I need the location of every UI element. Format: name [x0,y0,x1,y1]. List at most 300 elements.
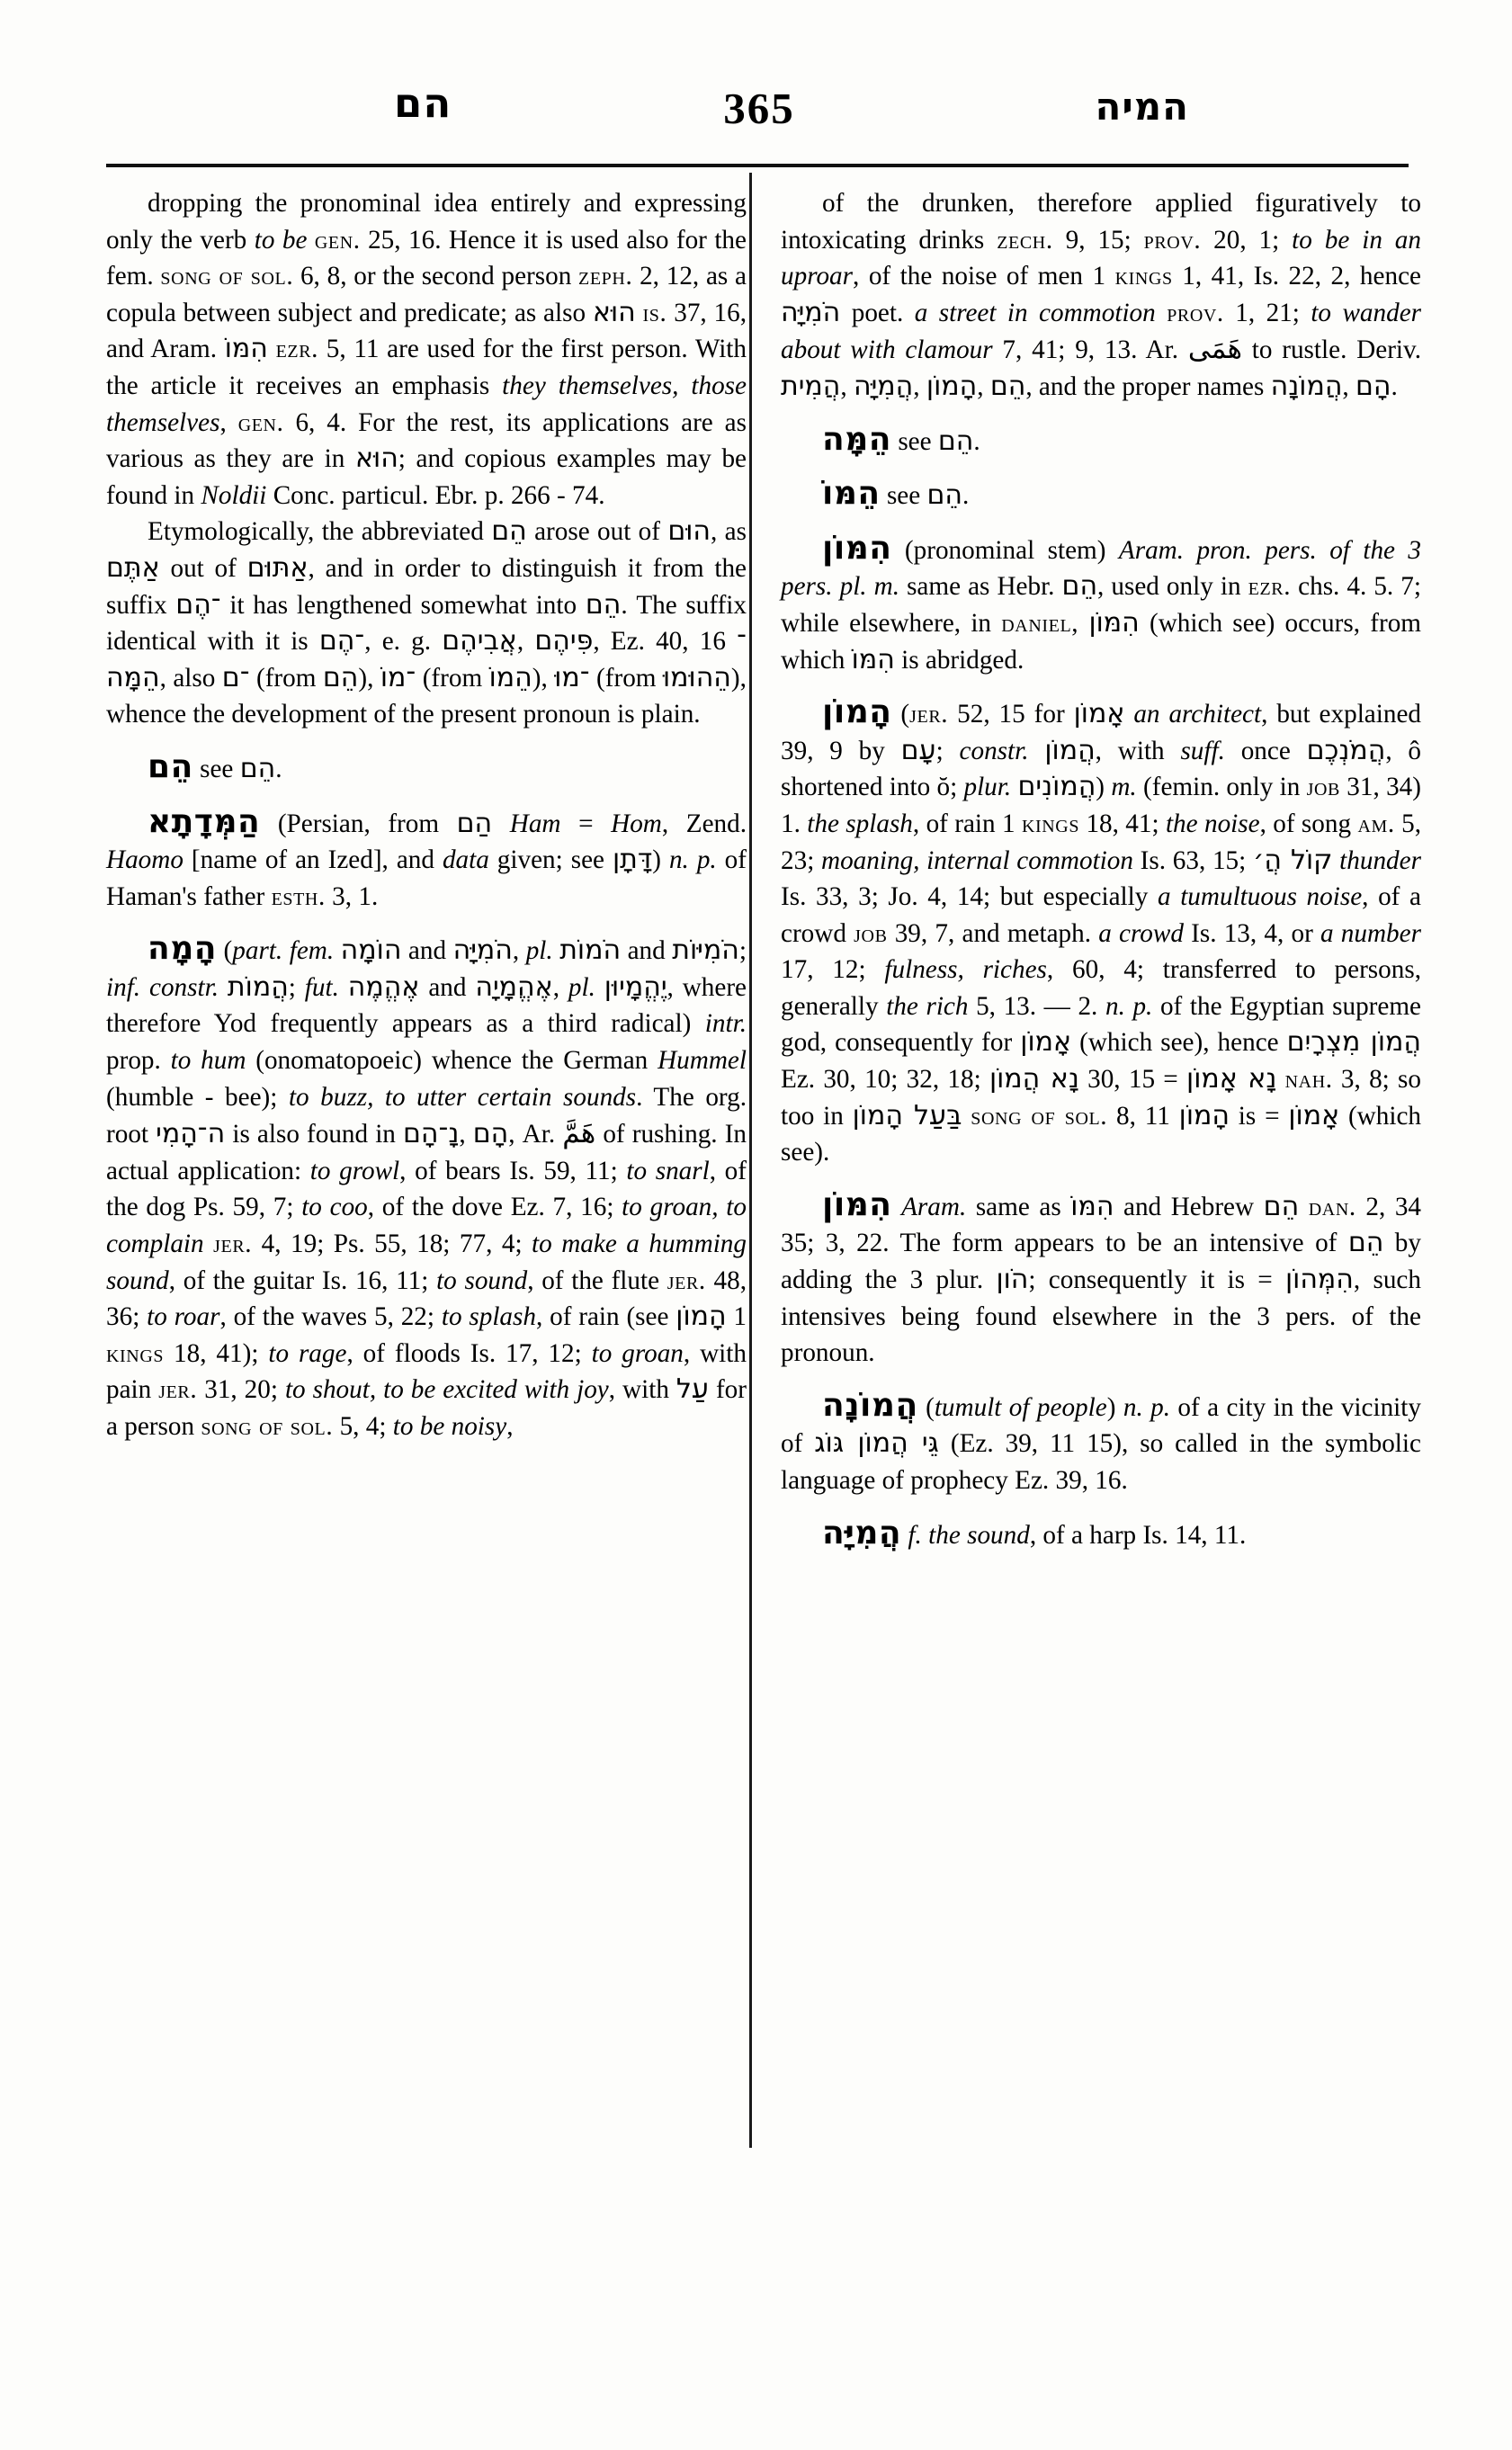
gloss-italic: to splash [441,1302,536,1332]
gloss-italic: to roar [147,1302,220,1332]
text-run: see [891,426,938,456]
hebrew-word: הֲמוֹת [227,970,289,1003]
text-run [1078,609,1088,638]
dictionary-entry [781,422,1421,460]
text-run: 5, 23; [781,809,1422,875]
hebrew-word: אָמוֹן [1020,1026,1072,1059]
text-run: 30, 15 = [1078,1065,1187,1095]
entry-headword-hebrew: הַמְּדָתָא [148,802,261,840]
left-column [106,185,747,1445]
text-run: , [840,371,854,401]
hebrew-word: הָמוֹן [1178,1099,1230,1131]
hebrew-word: הֲמוֹנָה [1270,370,1343,402]
hebrew-word: הָם [1355,370,1391,402]
hebrew-word: הֵם [1061,570,1098,603]
text-run: 52, 15 for [948,700,1074,729]
text-run: , and in order to distinguish it from the suffix [106,553,747,620]
text-run: Conc. particul. Ebr. p. 266 - 74. [266,480,605,510]
scripture-abbrev: ezr. [1248,572,1292,602]
text-run: dropping the pronominal idea entirely and expressing only the verb [106,189,747,255]
text-run: given; see [488,845,613,875]
text-run: , Ar. [508,1120,563,1149]
text-run: Etymologically, the abbreviated [148,517,492,547]
text-run: for a person [106,1375,747,1441]
scripture-abbrev: job [1306,773,1340,802]
text-run: 1 [726,1302,747,1332]
gloss-italic: tumult of people [934,1392,1107,1422]
body-paragraph [106,185,747,514]
hebrew-word: הֲמִיָּה [854,370,914,402]
scripture-abbrev: kings [106,1338,165,1368]
hebrew-word: הֲמִית [781,370,841,402]
text-run [334,936,341,965]
hebrew-word: אֶהֱמָיָה [475,970,553,1003]
text-run: , also [159,663,222,693]
text-run: , of the noise of men 1 [853,262,1115,291]
text-run: 59, 11; [534,1156,627,1185]
text-run: arose out of [526,517,668,547]
hebrew-word: אָמוֹן [1073,698,1125,730]
text-run: 6, 8, or the second person [293,262,579,291]
hebrew-word: נָא הֲמוֹן [989,1063,1079,1095]
entry-headword-hebrew: הֲמוֹנָה [822,1386,918,1424]
text-run: of Haman's father [106,845,747,911]
left-column-body [106,185,747,1445]
text-run: and [621,936,673,966]
hebrew-word: הָמוֹן [926,370,978,402]
text-run: , but explained 39, 9 by [781,700,1422,765]
text-run: of the Egyptian supreme god, consequently for [781,991,1422,1058]
text-run: , with [608,1375,676,1405]
scripture-abbrev: am. [1357,809,1395,838]
text-run: 39, 7, and metaph. [887,918,1099,948]
gloss-italic: the rich [886,991,969,1021]
text-run: 3, 8; so too in [781,1065,1421,1131]
text-run [1124,700,1133,729]
gloss-italic: intr. [704,1009,747,1039]
hebrew-word: ה־הָמִי [156,1118,226,1150]
gloss-italic: to growl [309,1156,400,1185]
gloss-italic: fulness, riches [884,955,1047,985]
gloss-italic: Ham [509,809,561,838]
text-run: , of the flute [527,1265,667,1295]
text-run [636,299,643,327]
text-run: 9, 15; [1052,225,1144,255]
gloss-italic: n. p. [1105,991,1153,1021]
hebrew-word: הוּא [354,443,398,475]
gloss-italic: constr. [959,736,1029,765]
text-run: 37, 16, and Aram. [106,298,747,364]
text-run: ; and copious examples may be found in [106,444,747,510]
text-run: ) [652,845,669,875]
hebrew-word: הֵם [239,752,276,784]
text-run: Is. [509,1156,535,1185]
gloss-italic: to be in an uproar [781,225,1421,291]
scripture-abbrev: daniel, [1001,608,1079,638]
text-run: , such intensives being found elsewhere in the 3 pers. of the pronoun. [781,1265,1421,1368]
text-run: prop. [106,1046,171,1076]
text-run: , Zend. [661,809,747,838]
text-run: , of rain 1 [912,809,1022,838]
hebrew-word: עָם [900,734,936,766]
gloss-italic: to wander about with clamour [781,298,1422,365]
text-run: Ez. 30, 10; 32, 18; [781,1065,989,1095]
text-run: 5, 11 are used for the first person. With the article it receives an emphasis [106,335,747,400]
text-run: 1, 41, Is. 22, 2, hence [1172,262,1421,291]
dictionary-entry [106,931,747,1444]
hebrew-word: הֵם [585,588,622,621]
gloss-italic: moaning, internal commotion [821,845,1133,875]
scripture-abbrev: is. [642,298,667,327]
scripture-abbrev: prov. [1143,225,1202,255]
text-run: . [1391,371,1398,401]
text-run: and [419,972,476,1002]
gloss-italic: a street in commotion [914,298,1156,327]
hebrew-word: הֹמוֹת [559,934,622,967]
gloss-italic: to shout, to be excited with joy [284,1375,609,1405]
text-run [339,973,348,1002]
gloss-italic: Aram. [901,1192,967,1221]
text-run: , [459,1120,473,1149]
text-run: , [552,972,568,1002]
hebrew-word: הִמּוֹ [851,643,895,675]
hebrew-word: הֵם [1347,1227,1384,1259]
text-run: 1, 21; [1223,298,1311,327]
header-hebrew-left: הם [394,79,452,127]
scripture-abbrev: dan. [1308,1192,1356,1221]
gloss-italic: to sound [436,1265,528,1295]
text-run: it has lengthened somewhat into [220,590,586,620]
text-run: , where therefore Yod frequently appears as a third radical) [106,972,747,1039]
text-run: . [973,426,980,456]
text-run: , e. g. [364,627,443,657]
gloss-italic: to coo [301,1193,368,1222]
dictionary-entry [781,1388,1421,1499]
text-run: , and the proper names [1025,371,1271,401]
text-run: ; [288,972,305,1002]
text-run: , as [711,517,747,547]
hebrew-word: אֶהֱמֶה [347,970,420,1003]
text-run: . [962,481,970,511]
text-run [307,226,314,255]
gloss-italic: they themselves, those themselves [106,371,747,437]
text-run: , [977,371,990,401]
text-run: , [219,407,238,437]
gloss-italic: Hummel [658,1046,747,1076]
text-run: see [192,754,240,783]
hebrew-word: הֵם [937,425,974,457]
gloss-italic: Haomo [106,845,183,875]
text-run: , [1342,371,1356,401]
text-run: is = [1229,1101,1289,1131]
hebrew-word: הֹון [996,1264,1029,1296]
text-run: 8, 11 [1107,1101,1179,1131]
text-run: , of a harp Is. 14, 11. [1029,1520,1247,1550]
hebrew-word: הֲמוֹן [1044,734,1096,766]
header-hebrew-right: המיה [1095,85,1189,129]
text-run: , of the waves 5, 22; [219,1302,442,1332]
text-run [219,973,228,1002]
hebrew-word: הִמּוֹן [1088,606,1140,639]
text-run: to rustle. Deriv. [1241,335,1422,365]
scripture-abbrev: ezr. [275,335,319,364]
hebrew-word: הֵם [322,661,359,693]
text-run: , Ez. 40, 16 [593,627,738,657]
hebrew-word: הִמּוֹ [1070,1190,1114,1222]
body-paragraph [781,185,1421,406]
text-run: , ô shortened into ŏ; [781,736,1422,802]
entry-headword-hebrew: הֲמִיָּה [822,1514,902,1551]
hebrew-word: הֵם [989,370,1026,402]
text-run: by adding the 3 plur. [781,1229,1421,1295]
gloss-italic: a crowd [1098,918,1184,948]
gloss-italic: to be [254,225,308,255]
text-run: , [913,371,926,401]
text-run [1029,737,1045,765]
scripture-abbrev: job [854,918,888,948]
scripture-abbrev: gen. [237,407,284,437]
hebrew-word: אַתֶּם [106,551,160,584]
hebrew-word: הוֹמָה [340,934,402,967]
gloss-italic: to make a humming sound [106,1229,747,1295]
text-run: [name of an Ized], and [183,845,443,875]
text-run: (from [249,663,323,693]
hebrew-word: הָמוֹן [675,1301,727,1333]
hebrew-word: נָ־הָם [403,1118,460,1150]
header-rule [106,164,1409,167]
text-run [492,809,510,838]
text-run: , [516,627,535,657]
text-run: (which see) occurs, from which [781,608,1421,675]
hebrew-word: נָא אָמוֹן [1186,1063,1277,1095]
hebrew-word: הִמְּהוֹן [1284,1264,1354,1296]
text-run [962,1102,971,1131]
text-run [1276,1065,1284,1094]
text-run: (Persian, from [260,809,457,838]
text-run: (from [416,663,489,693]
text-run: 31, 34) 1. [781,773,1421,838]
dictionary-entry [781,694,1421,1171]
text-run: 6, 4. For the rest, its applications are as various as they are in [106,407,747,474]
hebrew-word: הֹמִיָּה [452,934,513,967]
dictionary-entry [106,804,747,916]
text-run: (which see), hence [1071,1028,1287,1058]
scripture-abbrev: jer. [667,1265,706,1295]
gloss-italic: Noldii [201,480,267,510]
text-run: ( [917,1392,935,1422]
text-run: of the drunken, therefore applied figuratively to intoxicating drinks [781,189,1421,255]
text-run: is also found in [225,1120,403,1149]
text-run: ), [358,663,380,693]
scripture-abbrev: jer. [213,1229,253,1259]
column-divider [749,173,752,2148]
text-run [892,1193,902,1221]
text-run: ( [217,936,233,966]
text-run: Is. 63, 15; [1132,845,1253,875]
page-number: 365 [723,84,795,133]
text-run: 2, 12, as a copula between subject and predicate; as also [106,262,747,327]
text-run: ), whence the development of the present pronoun is plain. [106,663,747,729]
gloss-italic: thunder [1339,845,1421,875]
hebrew-word: הַם [456,807,493,839]
hebrew-word: אַתּוּם [246,551,309,584]
text-run: 31, 20; [197,1375,285,1405]
hebrew-word: דָּתָן [612,844,653,876]
text-run [1299,1193,1309,1221]
text-run: chs. 4. 5. 7; while elsewhere, in [781,572,1421,638]
hebrew-word: ־הֶם [318,625,365,657]
text-run: (onomatopoeic) whence the German [246,1046,658,1076]
entry-headword-hebrew: הָמָה [148,930,218,968]
text-run: , [506,1412,514,1441]
gloss-italic: to be noisy [392,1412,507,1441]
gloss-italic: plur. [963,773,1012,802]
gloss-italic: data [442,845,489,875]
text-run: = [560,809,612,838]
text-run: (from [589,663,663,693]
text-run: Is. 33, 3; Jo. 4, 14; but especially [781,882,1158,912]
text-run: , [512,936,526,966]
text-run: 17, 12; [781,955,885,985]
text-run: ( [891,700,910,729]
gloss-italic: inf. constr. [106,972,219,1002]
gloss-italic: to hum [170,1046,246,1076]
scripture-abbrev: kings [1114,262,1173,291]
hebrew-word: ־מוֹ [380,661,416,693]
text-run: , of the dove Ez. 7, 16; [367,1193,622,1222]
arabic-word: هَمَّ [562,1117,596,1150]
scripture-abbrev: jer. [158,1375,198,1405]
gloss-italic: the splash [807,809,913,838]
text-run [595,973,604,1002]
gloss-italic: to snarl [626,1156,710,1185]
gloss-italic: to groan, to complain [106,1193,747,1259]
text-run: ; [738,936,747,966]
text-run: , of floods Is. 17, 12; [346,1338,592,1368]
text-run: , used only in [1097,572,1248,602]
text-run: and [401,936,453,966]
dictionary-entry [781,476,1421,514]
hebrew-word: הֵם [1263,1190,1300,1222]
text-run: 7, 41; 9, 13. Ar. [992,335,1188,365]
hebrew-word: קוֹל הֲ׳ [1252,844,1333,876]
text-run: 2, 34 35; 3, 22. The form appears to be an intensive of [781,1192,1422,1258]
text-run: ) [1096,773,1112,802]
text-run: and Hebrew [1114,1192,1264,1221]
text-run: 20, 1; [1201,225,1293,255]
text-run: , of the guitar Is. 16, 11; [168,1265,437,1295]
text-run: , of rain (see [535,1302,676,1332]
hebrew-word: הֵמוֹ [488,661,532,693]
dictionary-entry [781,1187,1421,1372]
text-run: same as [966,1192,1071,1221]
hebrew-word: הִמּוֹ [224,333,268,365]
hebrew-word: ־ם [221,661,250,693]
scripture-abbrev: nah. [1284,1065,1333,1095]
text-run: 5, 4; [333,1412,393,1441]
gloss-italic: to rage [268,1338,347,1368]
entry-headword-hebrew: הִמּוֹן [822,529,892,567]
gloss-italic: n. p. [668,845,717,875]
hebrew-word: הָם [472,1118,509,1150]
text-run: 5, 13. — 2. [968,991,1105,1021]
text-run: see [880,481,927,511]
hebrew-word: עַל [675,1373,709,1406]
scripture-abbrev: zech. [997,225,1053,255]
hebrew-word: פִּיהֶם [534,625,594,657]
entry-headword-hebrew: הֵמּוֹ [822,475,881,513]
dictionary-entry [106,749,747,788]
text-run: same as Hebr. [899,572,1062,602]
gloss-italic: the noise [1165,809,1260,838]
hebrew-word: הֵהוּמוּ [662,661,731,693]
text-run: 18, 41; [1079,809,1166,838]
entry-headword-hebrew: הֵמָּה [822,420,892,458]
hebrew-word: הוּם [667,515,711,548]
gloss-italic: f. the sound [908,1520,1030,1550]
gloss-italic: a number [1320,918,1421,948]
text-run: ; consequently it is = [1028,1265,1285,1295]
gloss-italic: to buzz, to utter certain sounds [288,1082,637,1112]
hebrew-word: הֲמוֹנִים [1017,771,1096,803]
hebrew-word: אֲבִיהֶם [442,625,517,657]
hebrew-word: הֵם [926,479,963,512]
text-run: . The suffix identical with it is [106,590,747,657]
entry-headword-hebrew: הֵם [148,747,193,785]
text-run: . [275,754,282,783]
scripture-abbrev: gen. [314,225,361,255]
text-run: , with pain [106,1338,747,1405]
hebrew-word: ־הֶם [175,588,221,621]
text-run: 25, 16. Hence it is used also for the fem. [106,225,747,291]
hebrew-word: יֶהֱמָיוּן [604,970,667,1003]
gloss-italic: pl. [525,936,553,966]
text-run: 4, 19; Ps. 55, 18; 77, 4; [252,1229,532,1259]
scripture-abbrev: esth. [271,881,326,911]
text-run: , 60, 4; transferred to persons, generally [781,955,1421,1021]
hebrew-word: אָמוֹן [1288,1099,1340,1131]
text-run: (Ez. 39, 11 15), so called in the symbolic language of prophecy Ez. 39, 16. [781,1429,1421,1495]
text-run: out of [159,553,247,583]
hebrew-word: הֲמֹנְכֶם [1306,734,1386,766]
scripture-abbrev: kings [1021,809,1080,838]
text-run: once [1224,736,1307,765]
text-run: (femin. only in [1136,773,1307,802]
text-run: 18, 41); [164,1338,269,1368]
text-run [1011,773,1017,801]
right-column [781,185,1421,1553]
hebrew-word: הוּא [592,296,636,328]
entry-headword-hebrew: הִמּוֹן [822,1185,892,1223]
hebrew-word: הֵם [491,515,527,548]
page-header [106,79,1412,160]
text-run: , with [1095,736,1181,765]
text-run: , of bears [399,1156,510,1185]
text-run: is abridged. [894,645,1024,675]
text-run: poet. [840,298,915,327]
text-run: (humble - bee); [106,1082,289,1112]
text-run: ; [935,736,960,765]
hebrew-word: הֹמִיָּה [781,296,841,328]
hebrew-word: גֵּי הֲמוֹן גּוֹג [814,1427,939,1460]
text-run: ), [532,663,555,693]
text-run: . The org. root [106,1082,747,1149]
text-run [204,1229,213,1258]
gloss-italic: part. fem. [232,936,335,966]
gloss-italic: a tumultuous noise [1157,882,1363,912]
arabic-word: هَمَى [1187,333,1242,366]
gloss-italic: pl. [568,972,595,1002]
